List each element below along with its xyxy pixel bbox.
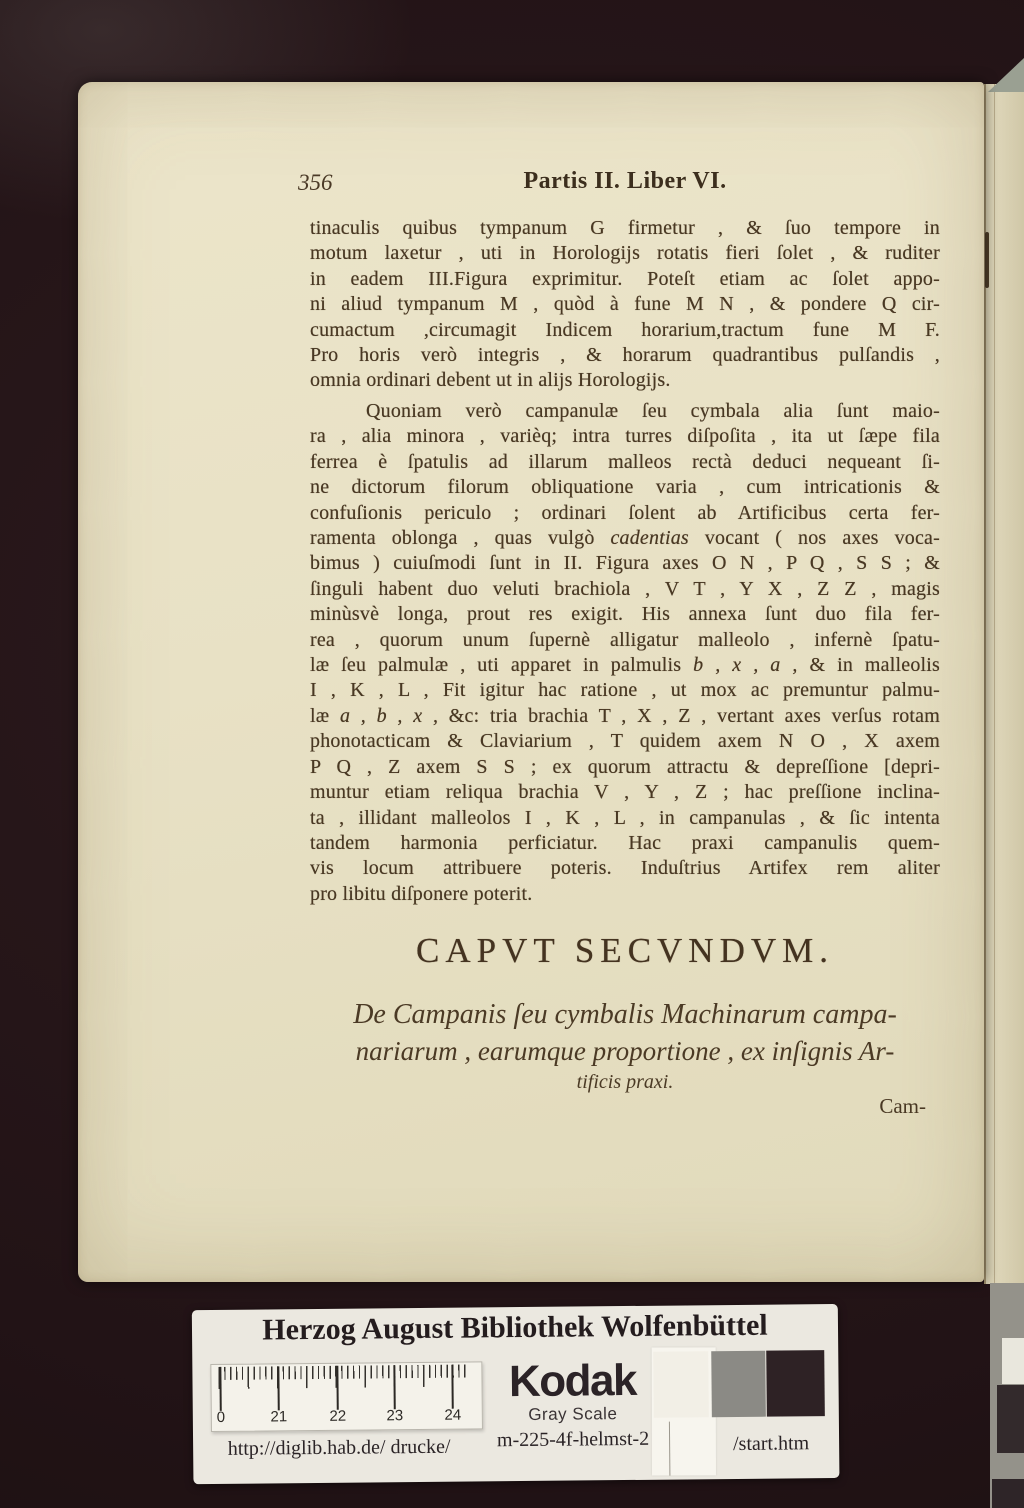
gray-scale-label: Gray Scale (528, 1404, 618, 1424)
grayscale-patch-white (653, 1351, 709, 1418)
chapter-subtitle (310, 996, 940, 1095)
start-link-text: /start.htm (732, 1432, 810, 1456)
background-wedge (988, 58, 1024, 92)
ruler-halfcm-ticks (218, 1365, 466, 1389)
book-fore-edge (984, 84, 1024, 1284)
ruler (210, 1361, 483, 1432)
library-url: http://diglib.hab.de/ drucke/ (227, 1435, 451, 1460)
ruler-cm-tick (393, 1365, 395, 1409)
ruler-number: 24 (444, 1406, 462, 1424)
card-dark-patch (992, 1479, 1024, 1508)
text-line: tandem harmonia perficiatur. Hac praxi campanulis quem- (310, 831, 940, 854)
italic-term: a , b , x , (339, 704, 439, 727)
ruler-number: 0 (216, 1408, 226, 1426)
text-line: muntur etiam reliqua brachia V , Y , Z ; hac preſſione inclina- (310, 781, 940, 804)
text-span: &c: tria brachia T , X , Z , vertant axes verſus rotam (438, 704, 941, 727)
italic-term: cadentias (610, 527, 689, 550)
chapter-heading: CAPVT SECVNDVM. (415, 931, 835, 970)
text-line: ferrea è ſpatulis ad illarum malleos rectà deduci nequeant ſi- (310, 450, 940, 473)
text-line (310, 653, 940, 678)
text-line: phonotacticam & Claviarium , T quidem axem N O , X axem (310, 730, 940, 753)
text-line: minùsvè longa, prout res exigit. His annexa ſunt duo fila fer- (310, 603, 940, 626)
text-line: Quoniam verò campanulæ ſeu cymbala alia ſunt maio- (366, 400, 940, 422)
text-line: Pro horis verò integris , & horarum quadrantibus pulſandis , (310, 344, 940, 367)
ruler-number: 21 (270, 1408, 288, 1426)
ruler-cm-tick (451, 1365, 453, 1409)
subtitle-line: tificis praxi. (576, 1071, 674, 1093)
running-title: Partis II. Liber VI. (523, 168, 727, 194)
text-line: P Q , Z axem S S ; ex quorum attractu & depreſſione [depri- (310, 755, 940, 778)
grayscale-patch-gray (711, 1351, 766, 1418)
ruler-cm-tick (336, 1366, 338, 1410)
text-span: ramenta oblonga , quas vulgò (310, 527, 611, 550)
text-line: omnia ordinari debent ut in alijs Horologijs. (310, 369, 671, 392)
ruler-number: 22 (329, 1407, 347, 1425)
kodak-logo: Kodak (508, 1355, 637, 1407)
text-line: vis locum attribuere poteris. Induſtrius Artifex rem aliter (310, 857, 940, 880)
text-line: bimus ) cuiuſmodi ſunt in II. Figura axes O N , P Q , S S ; & (310, 552, 940, 575)
text-line: ta , illidant malleolos I , K , L , in campanulas , & ſic intenta (310, 806, 940, 829)
ruler-cm-tick (219, 1367, 221, 1411)
calibration-label (192, 1304, 840, 1484)
partial-calibration-card (990, 1283, 1024, 1508)
book-page (78, 82, 984, 1282)
text-line: rea , quorum unum ſupernè alligatur malleolo , infernè ſpatu- (310, 628, 940, 651)
catchword: Cam- (879, 1094, 926, 1118)
text-span: & in malleolis (797, 654, 941, 677)
card-dark-patch (997, 1385, 1024, 1453)
text-line: motum laxetur , uti in Horologijs rotatis fieri ſolet , & ruditer (310, 242, 940, 265)
text-span: vocant ( nos axes voca- (688, 527, 940, 550)
paragraph-2 (310, 399, 940, 907)
subtitle-line: De Campanis ſeu cymbalis Machinarum campa- (353, 999, 897, 1030)
ruler-cm-tick (277, 1366, 279, 1410)
kodak-block (492, 1355, 653, 1426)
library-title: Herzog August Bibliothek Wolfenbüttel (262, 1308, 768, 1347)
page-number: 356 (298, 170, 333, 195)
text-line: confuſionis periculo ; ordinari ſolent ab Artificibus certa fer- (310, 501, 940, 524)
text-line: in eadem III.Figura exprimitur. Poteſt etiam ac ſolet appo- (310, 267, 940, 290)
text-span: læ (310, 704, 340, 727)
ink-blot (985, 232, 989, 288)
text-line (310, 526, 940, 551)
text-line: tinaculis quibus tympanum G firmetur , & ſuo tempore in (310, 217, 940, 239)
grayscale-patch-black (766, 1350, 825, 1417)
page-crease (994, 84, 995, 1284)
ruler-number: 23 (386, 1407, 404, 1425)
text-line: ra , alia minora , varièq; intra turres diſpoſita , ita ut ſæpe fila (310, 425, 940, 448)
paragraph-1 (310, 216, 940, 394)
text-span: læ ſeu palmulæ , uti apparet in palmulis (310, 654, 694, 677)
text-line: ne dictorum filorum obliquatione varia , cum intricationis & (310, 476, 940, 499)
text-line: ni aliud tympanum M , quòd à fune M N , & pondere Q cir- (310, 293, 940, 316)
subtitle-line: nariarum , earumque proportione , ex inſignis Ar- (355, 1036, 895, 1066)
text-line: cumactum ,circumagit Indicem horarium,tractum fune M F. (310, 318, 940, 341)
card-white-patch (1002, 1338, 1024, 1384)
italic-term: b , x , a , (693, 654, 798, 677)
text-line: pro libitu diſponere poterit. (310, 882, 533, 905)
shelfmark: m-225-4f-helmst-2 (496, 1427, 650, 1452)
text-line (310, 704, 940, 729)
text-line: I , K , L , Fit igitur hac ratione , ut mox ac premuntur palmu- (310, 679, 940, 702)
text-line: ſinguli habent duo veluti brachiola , V T , Y X , Z Z , magis (310, 577, 940, 600)
